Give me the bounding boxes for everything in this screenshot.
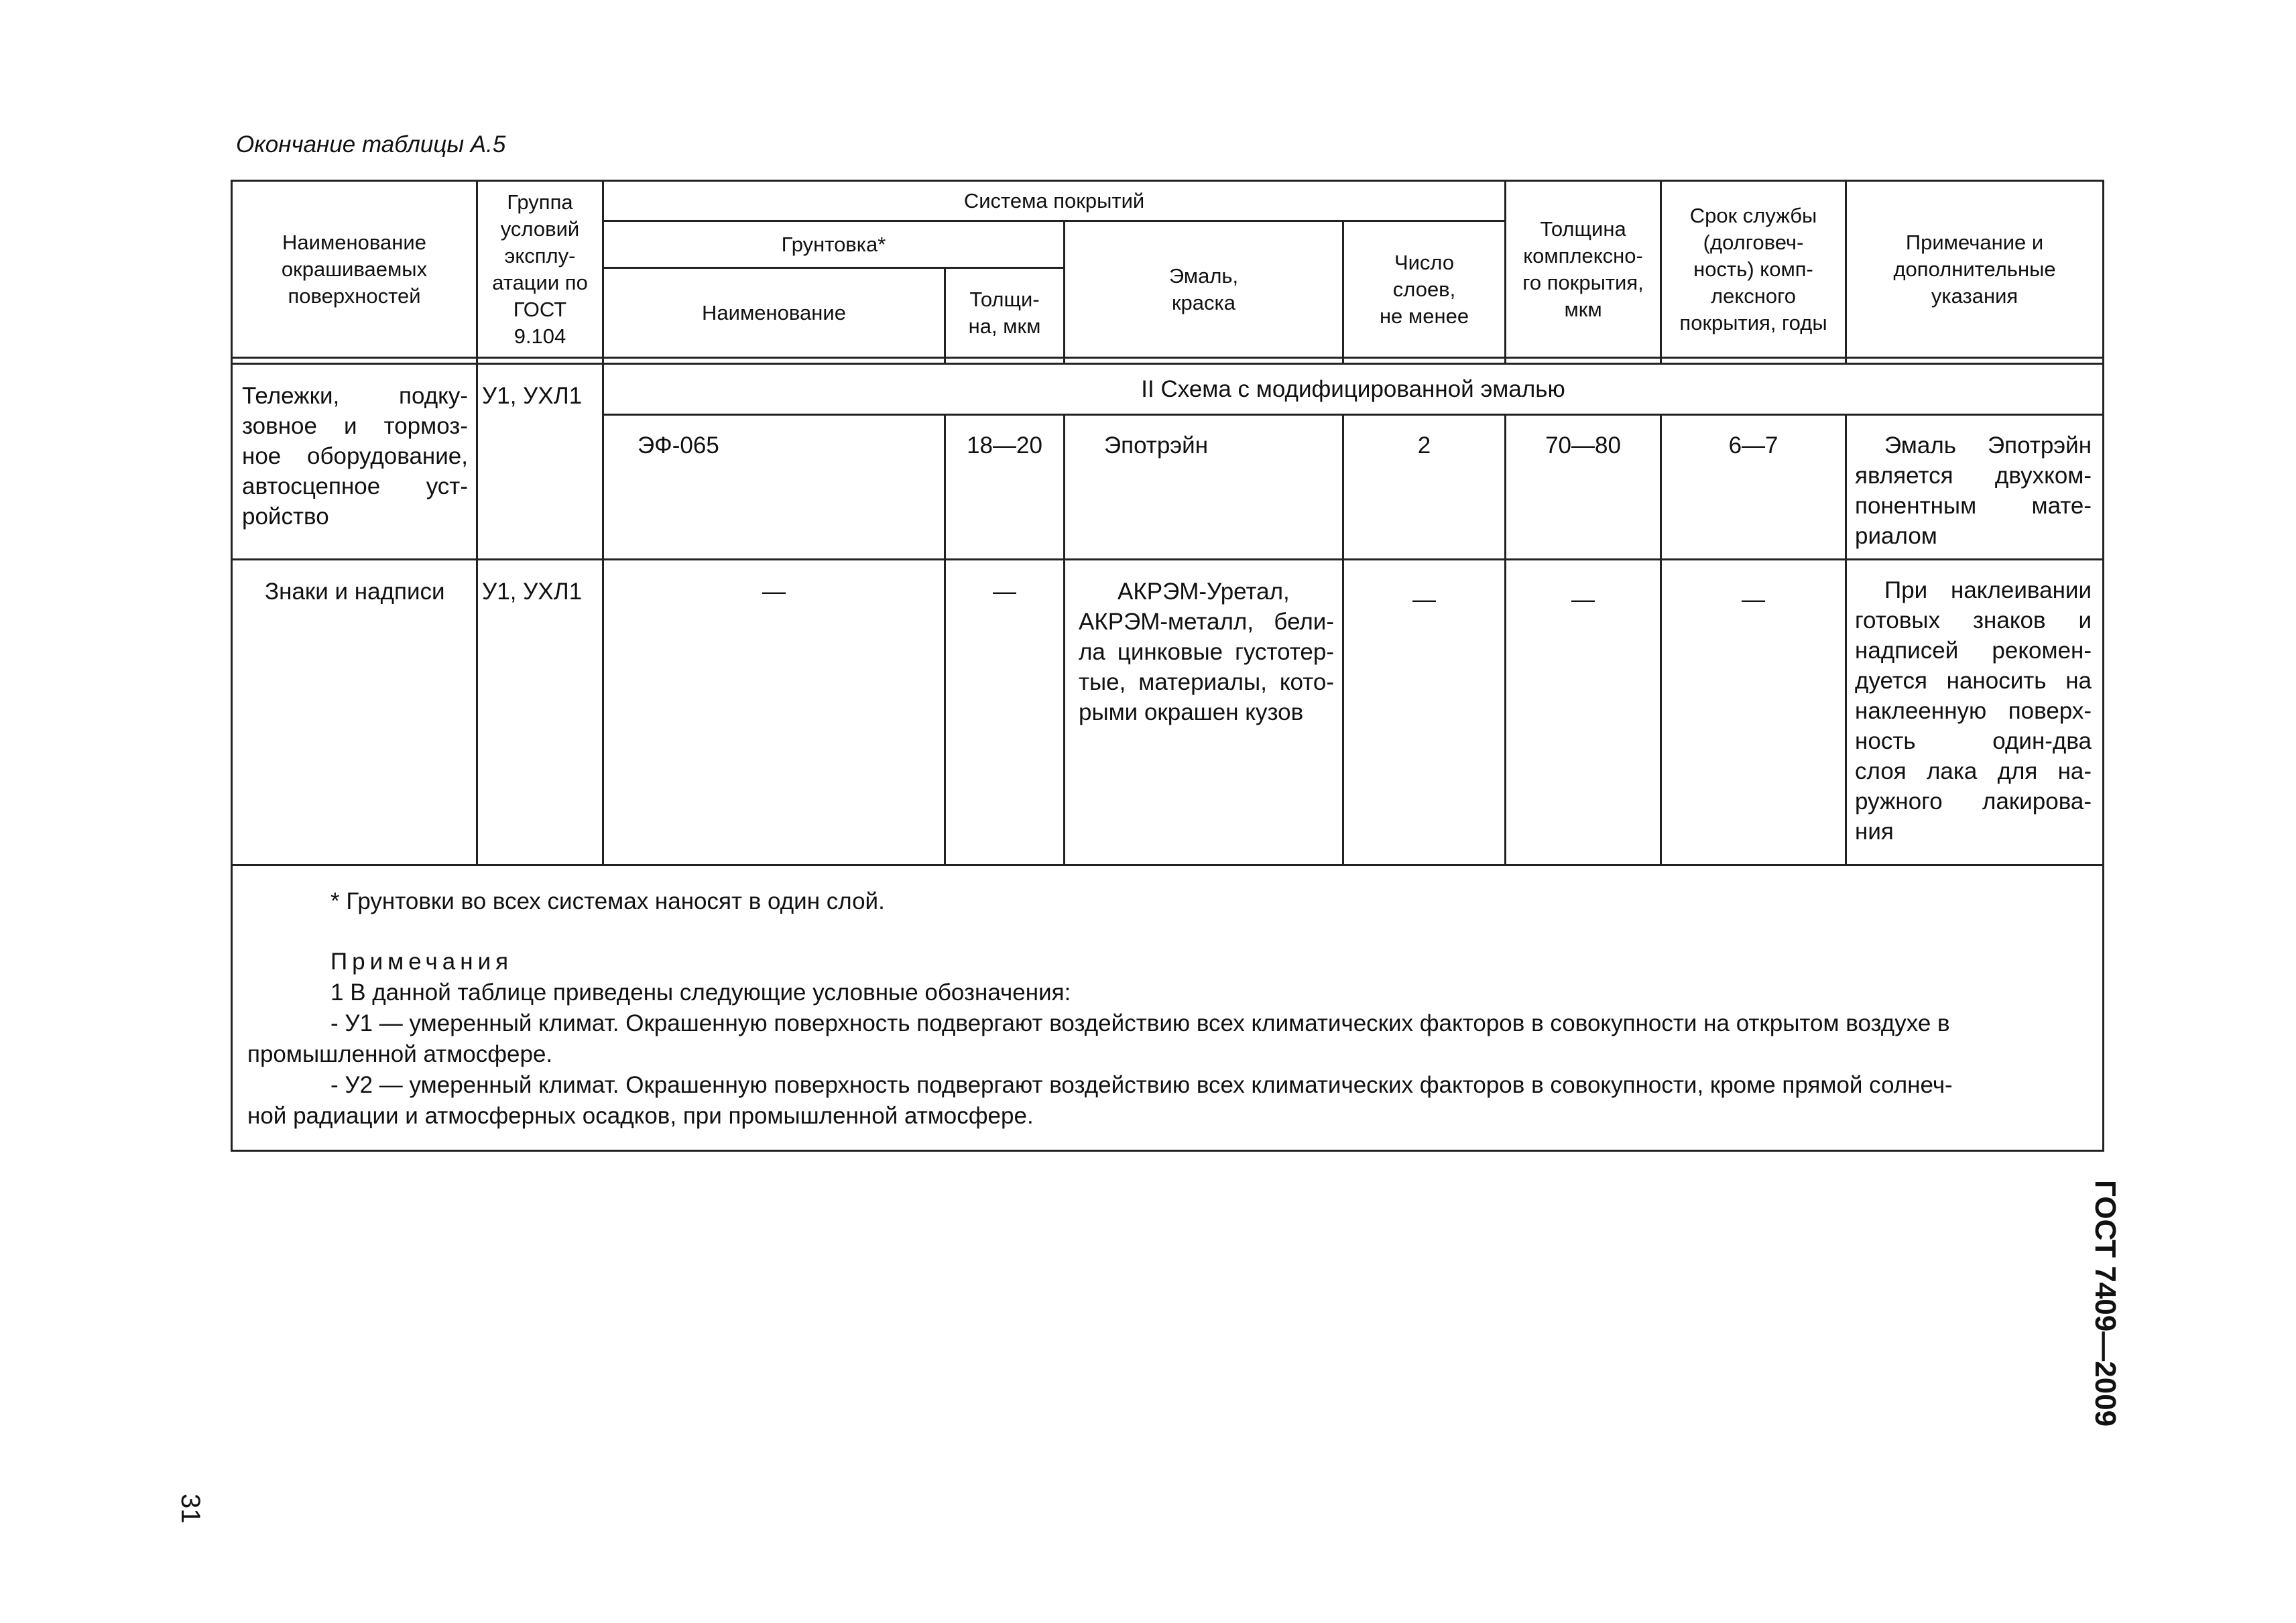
row2-notes: При наклеивании готовых знаков и надписей рекомен- дуется наносить на наклеенную поверх- ность один-два слоя лака для на- ружного лакирова- ния [1846, 560, 2104, 865]
row1-surface: Тележки, подку- зовное и тормоз- ное оборудование, автосцепное уст- ройство [232, 364, 477, 560]
row2-service-life: — [1661, 560, 1846, 865]
row2-total-thickness: — [1506, 560, 1661, 865]
row1-total-thickness: 70—80 [1506, 415, 1661, 560]
row1-group: У1, УХЛ1 [477, 364, 603, 560]
row1-service-life: 6—7 [1661, 415, 1846, 560]
note-1: 1 В данной таблице приведены следующие условные обозначения: [330, 979, 1071, 1006]
row2-layers: — [1343, 560, 1506, 865]
header-coating-system: Система покрытий [603, 181, 1506, 221]
row1-notes: Эмаль Эпотрэйн является двухком- понентным мате- риалом [1846, 415, 2104, 560]
coating-table [231, 180, 2104, 1152]
row2-surface: Знаки и надписи [232, 560, 477, 865]
note-u2-cont: ной радиации и атмосферных осадков, при промышленной атмосфере. [247, 1103, 1034, 1129]
footnote-primer: * Грунтовки во всех системах наносят в один слой. [330, 888, 885, 914]
row2-primer-name: — [603, 560, 945, 865]
header-total-thickness: Толщина комплексно- го покрытия, мкм [1506, 181, 1661, 358]
table-caption: Окончание таблицы А.5 [236, 131, 506, 158]
header-primer-thickness: Толщи- на, мкм [945, 268, 1065, 358]
row2-primer-thickness: — [945, 560, 1065, 865]
header-primer: Грунтовка* [603, 221, 1065, 268]
row1-enamel: Эпотрэйн [1065, 415, 1343, 560]
header-layers: Число слоев, не менее [1343, 221, 1506, 358]
page-number: 31 [176, 1494, 205, 1524]
row1-primer-name: ЭФ-065 [603, 415, 945, 560]
header-separator [232, 358, 2104, 364]
row1-primer-thickness: 18—20 [945, 415, 1065, 560]
notes-title: Примечания [330, 949, 513, 975]
header-surfaces: Наименование окрашиваемых поверхностей [232, 181, 477, 358]
header-group: Группа условий эксплу- атации по ГОСТ 9.104 [477, 181, 603, 358]
row1-scheme: II Схема с модифицированной эмалью [603, 364, 2104, 415]
header-notes: Примечание и дополнительные указания [1846, 181, 2104, 358]
note-u1: - У1 — умеренный климат. Окрашенную поверхность подвергают воздействию всех климатических факторов в совокупности на открытом воздухе в [330, 1010, 1950, 1036]
document-code: ГОСТ 7409—2009 [2089, 1180, 2122, 1427]
table-footnotes [232, 865, 2104, 1151]
header-service-life: Срок службы (долговеч- ность) комп- лексного покрытия, годы [1661, 181, 1846, 358]
note-u2: - У2 — умеренный климат. Окрашенную поверхность подвергают воздействию всех климатических факторов в совокупности, кроме прямой солнеч- [330, 1072, 1953, 1098]
row2-group: У1, УХЛ1 [477, 560, 603, 865]
row2-enamel: АКРЭМ-Уретал, АКРЭМ-металл, бели- ла цинковые густотер- тые, материалы, кото- рыми окрашен кузов [1065, 560, 1343, 865]
note-u1-cont: промышленной атмосфере. [247, 1041, 553, 1067]
header-enamel: Эмаль, краска [1065, 221, 1343, 358]
row1-layers: 2 [1343, 415, 1506, 560]
header-primer-name: Наименование [603, 268, 945, 358]
